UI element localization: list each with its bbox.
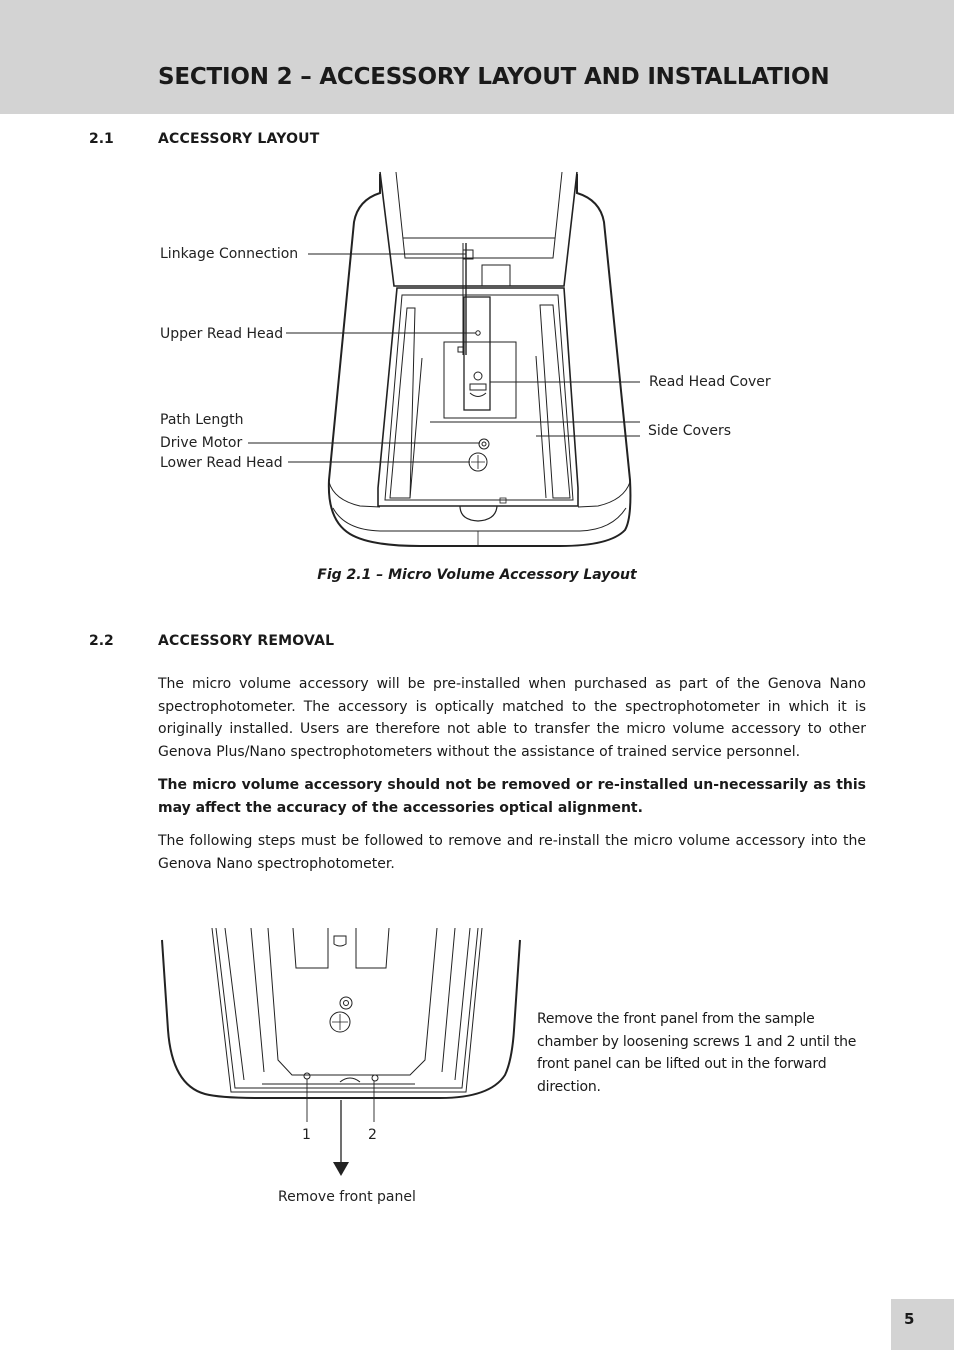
warning-paragraph: The micro volume accessory should not be removed or re-installed un-necessarily as this may affect the accuracy of the accessories optical alignment. [158, 777, 866, 816]
section-2-2-title: ACCESSORY REMOVAL [158, 633, 335, 649]
figure-caption: Fig 2.1 – Micro Volume Accessory Layout [317, 567, 637, 583]
intro-paragraph: The micro volume accessory will be pre-installed when purchased as part of the Genova Nano spectrophotometer. The accessory is optically matched to the spectrophotometer in which it is originally installed. Users are therefore not able to transfer the micro volume accessory to other Genova Plus/Nano spectrophotometers without the assistance of trained service personnel. [158, 676, 866, 760]
section-2-1-number: 2.1 [89, 131, 114, 147]
screw-1-label: 1 [302, 1127, 311, 1143]
page-number: 5 [904, 1310, 915, 1328]
remove-arrow-head [333, 1162, 349, 1176]
read-head-block [464, 297, 490, 410]
side-cover-left [390, 308, 415, 498]
lid-outline [380, 172, 577, 286]
screw-1-shape [304, 1073, 310, 1079]
section-title: SECTION 2 – ACCESSORY LAYOUT AND INSTALLATION [158, 64, 830, 90]
front-panel-removal-figure [150, 918, 550, 1218]
screw-2-label: 2 [368, 1127, 377, 1143]
section-2-1-title: ACCESSORY LAYOUT [158, 131, 320, 147]
label-read-head-cover: Read Head Cover [649, 374, 771, 390]
label-linkage-connection: Linkage Connection [160, 246, 299, 262]
label-lower-read-head: Lower Read Head [160, 455, 283, 471]
drive-motor-shape [479, 439, 489, 449]
front-panel-instruction: Remove the front panel from the sample chamber by loosening screws 1 and 2 until the front panel can be lifted out in the forward direction. [537, 1011, 857, 1095]
header-band [0, 0, 954, 114]
steps-paragraph: The following steps must be followed to remove and re-install the micro volume accessory into the Genova Nano spectrophotometer. [158, 833, 866, 872]
accessory-layout-figure [150, 160, 810, 560]
screw-2-shape [372, 1075, 378, 1081]
section-2-2-number: 2.2 [89, 633, 114, 649]
page-number-tab [891, 1299, 954, 1350]
label-drive-motor: Drive Motor [160, 435, 243, 451]
label-side-covers: Side Covers [648, 423, 732, 439]
remove-front-panel-label: Remove front panel [278, 1189, 416, 1205]
label-path-length: Path Length [160, 412, 244, 428]
label-upper-read-head: Upper Read Head [160, 326, 284, 342]
housing-outline [329, 174, 631, 546]
